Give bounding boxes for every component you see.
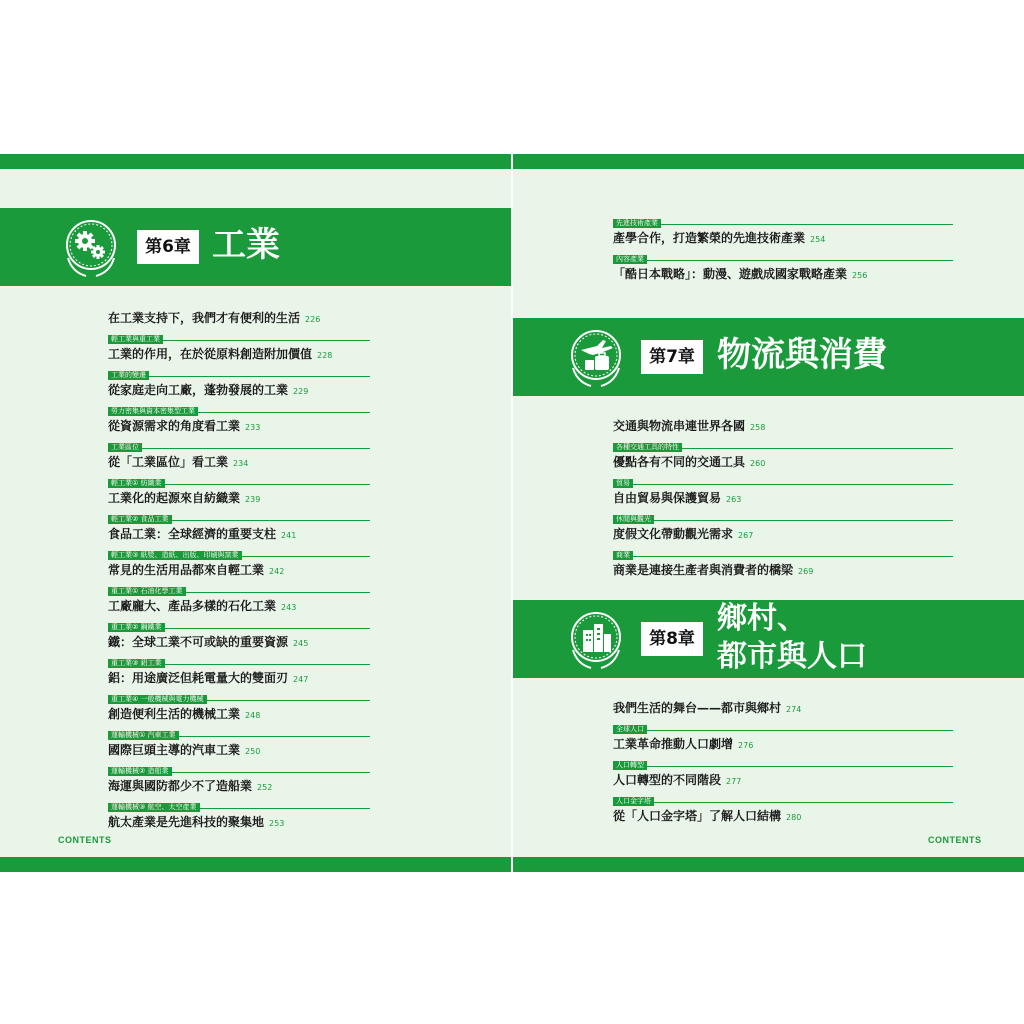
entry-title: 工廠龐大、產品多樣的石化工業 xyxy=(108,599,277,613)
entry-title-row xyxy=(108,419,260,435)
divider-line xyxy=(613,484,953,485)
entry-title: 常見的生活用品都來自輕工業 xyxy=(108,563,265,577)
divider-line xyxy=(613,802,953,803)
entry-page-number: 247 xyxy=(293,675,309,684)
left-page xyxy=(0,154,511,872)
section-tag-row xyxy=(108,623,370,632)
chapter-8-toc xyxy=(613,686,953,830)
top-band xyxy=(513,154,1024,169)
toc-entry[interactable] xyxy=(108,620,370,656)
gears-icon xyxy=(58,214,124,280)
chapter-7-toc xyxy=(613,404,953,584)
entry-page-number: 253 xyxy=(269,819,285,828)
toc-entry[interactable] xyxy=(108,512,370,548)
entry-title-row xyxy=(108,383,308,399)
entry-page-number: 256 xyxy=(852,271,868,280)
entry-page-number: 241 xyxy=(281,531,297,540)
chapter-8-banner xyxy=(513,600,1024,678)
toc-entry[interactable] xyxy=(108,656,370,692)
entry-title: 創造便利生活的機械工業 xyxy=(108,707,241,721)
entry-title-row xyxy=(613,737,753,753)
section-tag: 勞力密集與資本密集型工業 xyxy=(108,407,198,416)
section-tag-row xyxy=(613,219,953,228)
toc-entry[interactable] xyxy=(108,728,370,764)
toc-entry[interactable] xyxy=(108,764,370,800)
entry-title: 產學合作，打造繁榮的先進技術產業 xyxy=(613,231,806,245)
entry-page-number: 245 xyxy=(293,639,309,648)
section-tag-row xyxy=(613,479,953,488)
entry-page-number: 280 xyxy=(786,813,802,822)
entry-page-number: 234 xyxy=(233,459,249,468)
toc-entry[interactable] xyxy=(108,584,370,620)
section-tag: 全球人口 xyxy=(613,725,647,734)
section-tag-row xyxy=(108,731,370,740)
entry-title: 食品工業：全球經濟的重要支柱 xyxy=(108,527,277,541)
entry-title: 鐵：全球工業不可或缺的重要資源 xyxy=(108,635,289,649)
right-page xyxy=(513,154,1024,872)
entry-page-number: 254 xyxy=(810,235,826,244)
section-tag: 內容產業 xyxy=(613,255,647,264)
toc-entry[interactable] xyxy=(108,440,370,476)
section-tag: 運輸機械① 汽車工業 xyxy=(108,731,179,740)
toc-entry[interactable] xyxy=(108,692,370,728)
section-tag-row xyxy=(108,515,370,524)
toc-entry[interactable] xyxy=(613,758,953,794)
toc-entry[interactable] xyxy=(613,686,953,722)
toc-entry[interactable] xyxy=(108,800,370,836)
entry-page-number: 260 xyxy=(750,459,766,468)
entry-title: 航太產業是先進科技的聚集地 xyxy=(108,815,265,829)
toc-entry[interactable] xyxy=(613,794,953,830)
section-tag: 休閒與觀光 xyxy=(613,515,654,524)
toc-entry[interactable] xyxy=(613,476,953,512)
entry-title: 工業革命推動人口劇增 xyxy=(613,737,734,751)
section-tag-row xyxy=(613,797,953,806)
entry-page-number: 258 xyxy=(750,423,766,432)
section-tag: 輕工業與重工業 xyxy=(108,335,163,344)
bottom-band xyxy=(0,857,511,872)
chapter-7-title: 物流與消費 xyxy=(717,335,887,375)
section-tag-row xyxy=(613,725,953,734)
entry-title-row xyxy=(108,743,260,759)
entry-title-row xyxy=(108,347,332,363)
entry-title-row xyxy=(613,701,801,717)
section-tag-row xyxy=(108,695,370,704)
section-tag: 各種交通工具的特性 xyxy=(613,443,682,452)
entry-page-number: 252 xyxy=(257,783,273,792)
toc-entry[interactable] xyxy=(613,440,953,476)
entry-page-number: 248 xyxy=(245,711,261,720)
entry-title: 從「人口金字塔」了解人口結構 xyxy=(613,809,782,823)
entry-title: 從「工業區位」看工業 xyxy=(108,455,229,469)
entry-title: 工業的作用，在於從原料創造附加價值 xyxy=(108,347,313,361)
section-tag-row xyxy=(108,407,370,416)
entry-title: 國際巨頭主導的汽車工業 xyxy=(108,743,241,757)
chapter-6-banner xyxy=(0,208,511,286)
toc-entry[interactable] xyxy=(613,512,953,548)
city-buildings-icon xyxy=(563,606,629,672)
entry-page-number: 243 xyxy=(281,603,297,612)
toc-entry[interactable] xyxy=(613,252,953,288)
chapter-7-label: 第7章 xyxy=(641,340,703,374)
entry-title-row xyxy=(613,773,741,789)
section-tag: 運輸機械② 造船業 xyxy=(108,767,172,776)
entry-title-row xyxy=(108,815,284,831)
section-tag-row xyxy=(613,551,953,560)
section-tag: 工業的變遷 xyxy=(108,371,149,380)
toc-entry[interactable] xyxy=(108,296,370,332)
entry-page-number: 229 xyxy=(293,387,309,396)
entry-page-number: 250 xyxy=(245,747,261,756)
entry-title-row xyxy=(613,419,765,435)
entry-title: 從家庭走向工廠，蓬勃發展的工業 xyxy=(108,383,289,397)
entry-title-row xyxy=(108,707,260,723)
entry-title-row xyxy=(108,671,308,687)
entry-title-row xyxy=(108,527,296,543)
entry-title: 交通與物流串連世界各國 xyxy=(613,419,746,433)
entry-title: 海運與國防都少不了造船業 xyxy=(108,779,253,793)
chapter-6-label: 第6章 xyxy=(137,230,199,264)
section-tag-row xyxy=(613,443,953,452)
toc-entry[interactable] xyxy=(613,722,953,758)
entry-page-number: 239 xyxy=(245,495,261,504)
entry-title-row xyxy=(108,455,248,471)
section-tag-row xyxy=(613,515,953,524)
section-tag: 貿易 xyxy=(613,479,633,488)
section-tag: 輕工業① 紡織業 xyxy=(108,479,165,488)
entry-page-number: 276 xyxy=(738,741,754,750)
section-tag: 先進技術產業 xyxy=(613,219,661,228)
section-tag-row xyxy=(108,803,370,812)
contents-label-left: CONTENTS xyxy=(58,835,112,845)
entry-page-number: 242 xyxy=(269,567,285,576)
entry-title: 優點各有不同的交通工具 xyxy=(613,455,746,469)
section-tag: 輕工業② 食品工業 xyxy=(108,515,172,524)
section-tag-row xyxy=(108,479,370,488)
section-tag-row xyxy=(613,761,953,770)
divider-line xyxy=(613,766,953,767)
toc-entry[interactable] xyxy=(108,332,370,368)
entry-title-row xyxy=(108,563,284,579)
entry-title: 「酷日本戰略」：動漫、遊戲成國家戰略產業 xyxy=(613,267,848,281)
section-tag: 重工業② 鋼鐵業 xyxy=(108,623,165,632)
entry-title: 人口轉型的不同階段 xyxy=(613,773,722,787)
entry-title: 從資源需求的角度看工業 xyxy=(108,419,241,433)
toc-entry[interactable] xyxy=(613,404,953,440)
chapter-8-title-line1: 鄉村、 xyxy=(717,601,807,636)
section-tag-row xyxy=(613,255,953,264)
section-tag: 商業 xyxy=(613,551,633,560)
chapter-6-title: 工業 xyxy=(212,225,280,265)
entry-title: 商業是連接生產者與消費者的橋梁 xyxy=(613,563,794,577)
entry-title: 在工業支持下，我們才有便利的生活 xyxy=(108,311,301,325)
right-top-toc xyxy=(613,216,953,288)
divider-line xyxy=(613,520,953,521)
section-tag: 人口轉型 xyxy=(613,761,647,770)
divider-line xyxy=(613,556,953,557)
entry-title: 自由貿易與保護貿易 xyxy=(613,491,722,505)
entry-title-row xyxy=(108,599,296,615)
divider-line xyxy=(613,224,953,225)
divider-line xyxy=(613,260,953,261)
entry-page-number: 228 xyxy=(317,351,333,360)
left-toc xyxy=(108,296,370,836)
section-tag: 運輸機械③ 航空、太空產業 xyxy=(108,803,200,812)
entry-title-row xyxy=(108,311,320,327)
entry-title-row xyxy=(613,267,867,283)
chapter-7-banner xyxy=(513,318,1024,396)
section-tag: 人口金字塔 xyxy=(613,797,654,806)
chapter-8-title-line2: 都市與人口 xyxy=(717,639,867,674)
section-tag: 重工業③ 鋁工業 xyxy=(108,659,165,668)
entry-title: 度假文化帶動觀光需求 xyxy=(613,527,734,541)
section-tag-row xyxy=(108,371,370,380)
section-tag-row xyxy=(108,659,370,668)
toc-entry[interactable] xyxy=(613,548,953,584)
entry-title: 工業化的起源來自紡織業 xyxy=(108,491,241,505)
entry-title-row xyxy=(613,809,801,825)
entry-title-row xyxy=(613,563,813,579)
section-tag-row xyxy=(108,551,370,560)
entry-page-number: 269 xyxy=(798,567,814,576)
entry-title-row xyxy=(613,231,825,247)
divider-line xyxy=(108,448,370,449)
entry-page-number: 277 xyxy=(726,777,742,786)
section-tag-row xyxy=(108,335,370,344)
entry-page-number: 233 xyxy=(245,423,261,432)
entry-page-number: 263 xyxy=(726,495,742,504)
airplane-luggage-icon xyxy=(563,324,629,390)
entry-page-number: 267 xyxy=(738,531,754,540)
entry-page-number: 274 xyxy=(786,705,802,714)
entry-title: 我們生活的舞台——都市與鄉村 xyxy=(613,701,782,715)
entry-title: 鋁：用途廣泛但耗電量大的雙面刃 xyxy=(108,671,289,685)
contents-label-right: CONTENTS xyxy=(928,835,982,845)
toc-entry[interactable] xyxy=(108,548,370,584)
chapter-8-label: 第8章 xyxy=(641,622,703,656)
section-tag-row xyxy=(108,767,370,776)
section-tag: 工業區位 xyxy=(108,443,142,452)
section-tag: 重工業④ 一般機械與電力機械 xyxy=(108,695,207,704)
top-band xyxy=(0,154,511,169)
entry-title-row xyxy=(108,635,308,651)
entry-title-row xyxy=(613,491,741,507)
divider-line xyxy=(613,730,953,731)
toc-entry[interactable] xyxy=(613,216,953,252)
entry-page-number: 226 xyxy=(305,315,321,324)
toc-entry[interactable] xyxy=(108,368,370,404)
toc-entry[interactable] xyxy=(108,476,370,512)
entry-title-row xyxy=(108,491,260,507)
entry-title-row xyxy=(613,527,753,543)
entry-title-row xyxy=(613,455,765,471)
section-tag-row xyxy=(108,587,370,596)
entry-title-row xyxy=(108,779,272,795)
section-tag: 輕工業③ 紙漿、造紙、出版、印刷與窯業 xyxy=(108,551,242,560)
section-tag: 重工業① 石油化學工業 xyxy=(108,587,186,596)
bottom-band xyxy=(513,857,1024,872)
section-tag-row xyxy=(108,443,370,452)
toc-entry[interactable] xyxy=(108,404,370,440)
